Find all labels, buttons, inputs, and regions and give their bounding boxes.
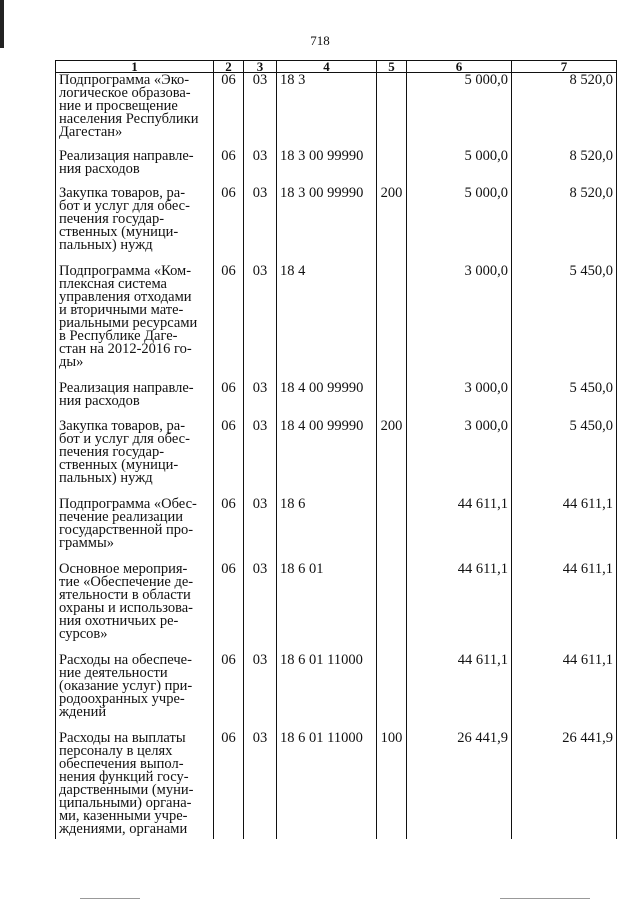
- cell-c6: 5 000,0: [407, 149, 512, 186]
- row-name: [56, 73, 214, 149]
- cell-c3: 03: [244, 562, 277, 653]
- cell-c7: 5 450,0: [512, 419, 617, 497]
- cell-c4: 18 6 01 11000: [277, 653, 377, 731]
- row-name-line: логическое образова-: [59, 85, 191, 101]
- row-name-line: ятельности в области: [59, 586, 191, 603]
- row-name-line: ния охотничьих ре-: [59, 612, 179, 629]
- row-name-line: тие «Обеспечение де-: [59, 573, 194, 590]
- budget-table: [55, 60, 617, 839]
- cell-c7: 44 611,1: [512, 497, 617, 562]
- row-name-line: печения государ-: [59, 443, 165, 460]
- row-name: [56, 149, 214, 186]
- cell-c2: 06: [214, 562, 244, 653]
- column-header: 1: [56, 61, 214, 73]
- cell-c6: 5 000,0: [407, 186, 512, 264]
- cell-c3: 03: [244, 653, 277, 731]
- cell-c4: 18 6 01 11000: [277, 731, 377, 839]
- row-name: [56, 653, 214, 731]
- cell-c3: 03: [244, 186, 277, 264]
- table-row: [56, 419, 617, 497]
- cell-c4: 18 3 00 99990: [277, 186, 377, 264]
- row-name-line: Расходы на обеспече-: [59, 651, 192, 668]
- cell-c6: 3 000,0: [407, 264, 512, 381]
- row-name-line: Основное мероприя-: [59, 560, 188, 577]
- cell-c5: 200: [377, 419, 407, 497]
- row-name-line: Подпрограмма «Ком-: [59, 262, 192, 279]
- row-name-line: Реализация направле-: [59, 379, 194, 396]
- row-name-line: ние и просвещение: [59, 98, 178, 114]
- cell-c2: 06: [214, 381, 244, 419]
- row-name-line: Расходы на выплаты: [59, 729, 186, 746]
- cell-c2: 06: [214, 186, 244, 264]
- cell-c5: [377, 653, 407, 731]
- row-name-line: ния расходов: [59, 160, 140, 177]
- table-body: [56, 73, 617, 839]
- cell-c5: 100: [377, 731, 407, 839]
- row-name: [56, 264, 214, 381]
- row-name-line: (оказание услуг) при-: [59, 677, 193, 694]
- column-header: 6: [407, 61, 512, 73]
- row-name: [56, 381, 214, 419]
- row-name-line: ципальными) органа-: [59, 794, 192, 811]
- row-name: [56, 497, 214, 562]
- cell-c6: 3 000,0: [407, 419, 512, 497]
- cell-c3: 03: [244, 149, 277, 186]
- cell-c3: 03: [244, 731, 277, 839]
- row-name: [56, 562, 214, 653]
- table-row: [56, 149, 617, 186]
- cell-c7: 44 611,1: [512, 653, 617, 731]
- column-header: 3: [244, 61, 277, 73]
- table-row: [56, 562, 617, 653]
- cell-c6: 44 611,1: [407, 497, 512, 562]
- cell-c4: 18 3 00 99990: [277, 149, 377, 186]
- row-name-line: Закупка товаров, ра-: [59, 417, 186, 434]
- column-header: 5: [377, 61, 407, 73]
- row-name-line: ния расходов: [59, 392, 140, 409]
- cell-c2: 06: [214, 653, 244, 731]
- row-name-line: бот и услуг для обес-: [59, 197, 190, 214]
- row-name-line: ми, казенными учре-: [59, 807, 188, 824]
- row-name-line: пальных) нужд: [59, 236, 153, 253]
- row-name-line: и вторичными мате-: [59, 301, 184, 318]
- cell-c6: 44 611,1: [407, 653, 512, 731]
- row-name-line: пальных) нужд: [59, 469, 153, 486]
- cell-c5: [377, 149, 407, 186]
- table-row: [56, 73, 617, 149]
- row-name-line: риальными ресурсами: [59, 314, 198, 331]
- row-name-line: сурсов»: [59, 625, 108, 642]
- row-name-line: ственных (муници-: [59, 456, 179, 473]
- row-name-line: печения государ-: [59, 210, 165, 227]
- row-name-line: дарственными (муни-: [59, 781, 194, 798]
- row-name-line: Закупка товаров, ра-: [59, 184, 186, 201]
- row-name-line: плексная система: [59, 275, 167, 292]
- row-name: [56, 419, 214, 497]
- cell-c3: 03: [244, 419, 277, 497]
- cell-c2: 06: [214, 149, 244, 186]
- page-number: 718: [310, 33, 330, 48]
- column-header: 2: [214, 61, 244, 73]
- scan-footer-line: [80, 898, 140, 899]
- cell-c3: 03: [244, 381, 277, 419]
- cell-c4: 18 4: [277, 264, 377, 381]
- row-name-line: управления отходами: [59, 288, 192, 305]
- table-row: [56, 186, 617, 264]
- row-name-line: родоохранных учре-: [59, 690, 185, 707]
- cell-c4: 18 6: [277, 497, 377, 562]
- cell-c7: 8 520,0: [512, 73, 617, 149]
- row-name: [56, 731, 214, 839]
- row-name-line: ние деятельности: [59, 664, 168, 681]
- cell-c5: 200: [377, 186, 407, 264]
- row-name-line: нения функций госу-: [59, 768, 189, 785]
- row-name-line: стан на 2012-2016 го-: [59, 340, 192, 357]
- cell-c4: 18 4 00 99990: [277, 381, 377, 419]
- cell-c2: 06: [214, 73, 244, 149]
- row-name-line: в Республике Даге-: [59, 327, 178, 344]
- cell-c7: 5 450,0: [512, 381, 617, 419]
- row-name-line: ственных (муници-: [59, 223, 179, 240]
- row-name-line: Дагестан»: [59, 124, 123, 140]
- table-row: [56, 381, 617, 419]
- table-header-row: [56, 61, 617, 73]
- cell-c4: 18 6 01: [277, 562, 377, 653]
- cell-c5: [377, 497, 407, 562]
- table-row: [56, 264, 617, 381]
- row-name-line: персоналу в целях: [59, 742, 173, 759]
- cell-c7: 5 450,0: [512, 264, 617, 381]
- cell-c6: 5 000,0: [407, 73, 512, 149]
- cell-c3: 03: [244, 264, 277, 381]
- row-name-line: ждениями, органами: [59, 820, 188, 837]
- row-name-line: ды»: [59, 353, 84, 370]
- cell-c6: 44 611,1: [407, 562, 512, 653]
- scan-footer-line: [500, 898, 590, 899]
- cell-c5: [377, 73, 407, 149]
- cell-c5: [377, 562, 407, 653]
- cell-c7: 8 520,0: [512, 149, 617, 186]
- column-header: 7: [512, 61, 617, 73]
- row-name-line: охраны и использова-: [59, 599, 194, 616]
- row-name-line: граммы»: [59, 534, 114, 551]
- cell-c2: 06: [214, 497, 244, 562]
- row-name-line: Подпрограмма «Обес-: [59, 495, 197, 512]
- cell-c7: 26 441,9: [512, 731, 617, 839]
- row-name-line: бот и услуг для обес-: [59, 430, 190, 447]
- cell-c7: 44 611,1: [512, 562, 617, 653]
- row-name-line: обеспечения выпол-: [59, 755, 184, 772]
- cell-c3: 03: [244, 73, 277, 149]
- row-name-line: Реализация направле-: [59, 147, 194, 164]
- cell-c2: 06: [214, 731, 244, 839]
- cell-c3: 03: [244, 497, 277, 562]
- column-header: 4: [277, 61, 377, 73]
- row-name-line: населения Республики: [59, 111, 199, 127]
- cell-c6: 3 000,0: [407, 381, 512, 419]
- cell-c7: 8 520,0: [512, 186, 617, 264]
- row-name: [56, 186, 214, 264]
- cell-c2: 06: [214, 264, 244, 381]
- row-name-line: печение реализации: [59, 508, 184, 525]
- row-name-line: государственной про-: [59, 521, 194, 538]
- row-name-line: Подпрограмма «Эко-: [59, 72, 190, 88]
- cell-c5: [377, 381, 407, 419]
- cell-c4: 18 4 00 99990: [277, 419, 377, 497]
- table-row: [56, 731, 617, 839]
- cell-c5: [377, 264, 407, 381]
- table-row: [56, 653, 617, 731]
- table-row: [56, 497, 617, 562]
- cell-c6: 26 441,9: [407, 731, 512, 839]
- row-name-line: ждений: [59, 703, 107, 720]
- cell-c2: 06: [214, 419, 244, 497]
- cell-c4: 18 3: [277, 73, 377, 149]
